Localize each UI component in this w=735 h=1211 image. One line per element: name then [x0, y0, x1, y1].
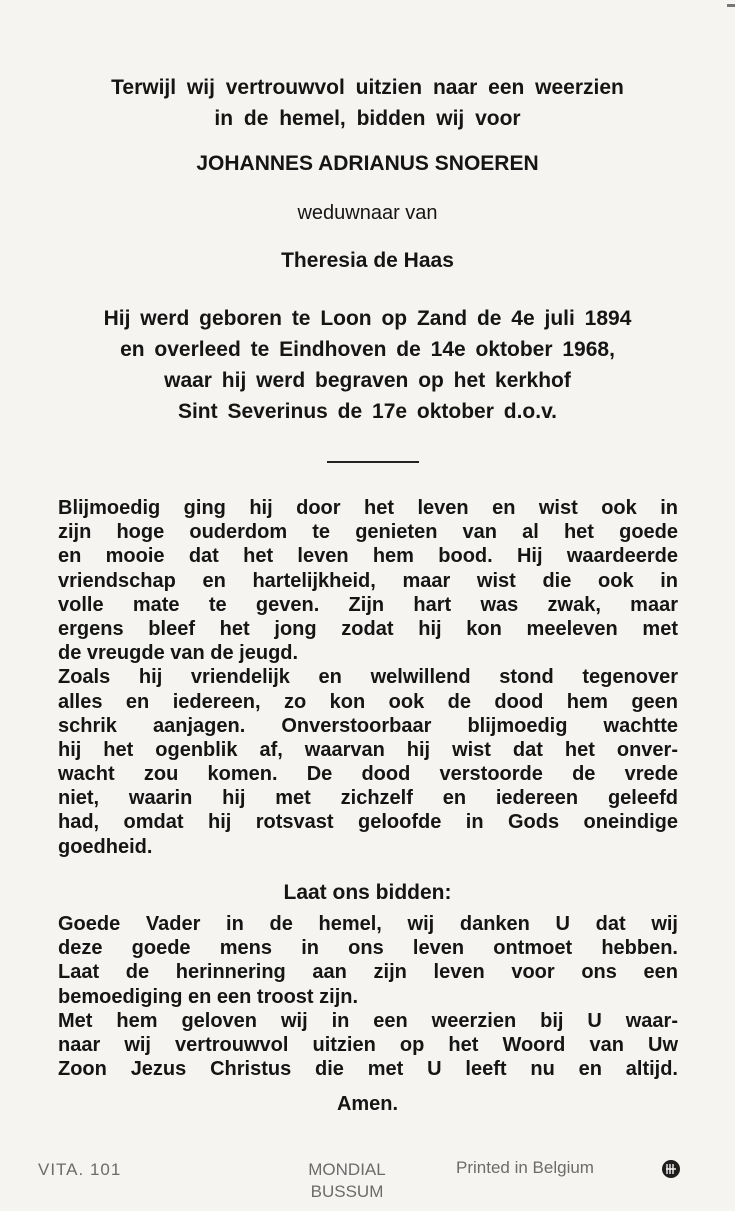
facts-line: en overleed te Eindhoven de 14e oktober 1968, [120, 338, 615, 361]
bio-line: alles en iedereen, zo kon ook de dood hem geen [58, 690, 678, 713]
widower-label: weduwnaar van [297, 202, 438, 224]
bio-line: schrik aanjagen. Onverstoorbaar blijmoedig wachtte [58, 714, 678, 737]
bio-line: en mooie dat het leven hem bood. Hij waardeerde [58, 545, 678, 568]
facts-line: waar hij werd begraven op het kerkhof [164, 369, 571, 392]
bio-line: de vreugde van de jeugd. [58, 642, 299, 665]
deceased-name: JOHANNES ADRIANUS SNOEREN [196, 152, 539, 175]
prayer-line: bemoediging en een troost zijn. [58, 985, 359, 1008]
printer-emblem-icon [661, 1159, 681, 1179]
bio-line: niet, waarin hij met zichzelf en iedereen geleefd [58, 787, 678, 810]
publisher-line: BUSSUM [310, 1182, 384, 1201]
intro-line: in de hemel, bidden wij voor [214, 107, 521, 130]
prayer-line: Met hem geloven wij in een weerzien bij U waar- [58, 1009, 678, 1032]
bio-line: goedheid. [58, 835, 153, 858]
bio-line: had, omdat hij rotsvast geloofde in Gods oneindige [58, 811, 678, 834]
prayer-text [58, 912, 678, 1081]
prayer-line: deze goede mens in ons leven ontmoet hebben. [58, 937, 678, 960]
divider [327, 461, 419, 463]
intro-text [0, 72, 735, 134]
intro-line: Terwijl wij vertrouwvol uitzien naar een weerzien [111, 76, 624, 99]
bio-line: Blijmoedig ging hij door het leven en wist ook in [58, 497, 678, 519]
prayer-heading: Laat ons bidden: [283, 881, 452, 904]
publisher-line: MONDIAL [308, 1160, 386, 1179]
printed-in: Printed in Belgium [456, 1158, 594, 1177]
prayer-line: Laat de herinnering aan zijn leven voor ons een [58, 961, 678, 984]
bio-line: vriendschap en hartelijkheid, maar wist die ook in [58, 569, 678, 592]
prayer-line: Goede Vader in de hemel, wij danken U dat wij [58, 913, 678, 935]
bio-line: volle mate te geven. Zijn hart was zwak, maar [58, 593, 678, 616]
bio-line: wacht zou komen. De dood verstoorde de vrede [58, 763, 678, 786]
amen: Amen. [336, 1093, 399, 1115]
bio-line: zijn hoge ouderdom te genieten van al het goede [58, 521, 678, 544]
publisher [282, 1159, 412, 1203]
biography [58, 496, 678, 859]
life-facts [0, 303, 735, 427]
card-code: VITA. 101 [38, 1160, 122, 1179]
prayer-line: naar wij vertrouwvol uitzien op het Woord van Uw [58, 1033, 678, 1056]
facts-line: Sint Severinus de 17e oktober d.o.v. [177, 400, 558, 423]
bio-line: hij het ogenblik af, waarvan hij wist dat het onver- [58, 738, 678, 761]
prayer-line: Zoon Jezus Christus die met U leeft nu en altijd. [58, 1058, 678, 1081]
corner-mark [727, 4, 735, 7]
facts-line: Hij werd geboren te Loon op Zand de 4e juli 1894 [103, 307, 632, 330]
bio-line: ergens bleef het jong zodat hij kon meeleven met [58, 617, 678, 640]
bio-line: Zoals hij vriendelijk en welwillend stond tegenover [58, 666, 678, 689]
spouse-name: Theresia de Haas [281, 249, 454, 272]
